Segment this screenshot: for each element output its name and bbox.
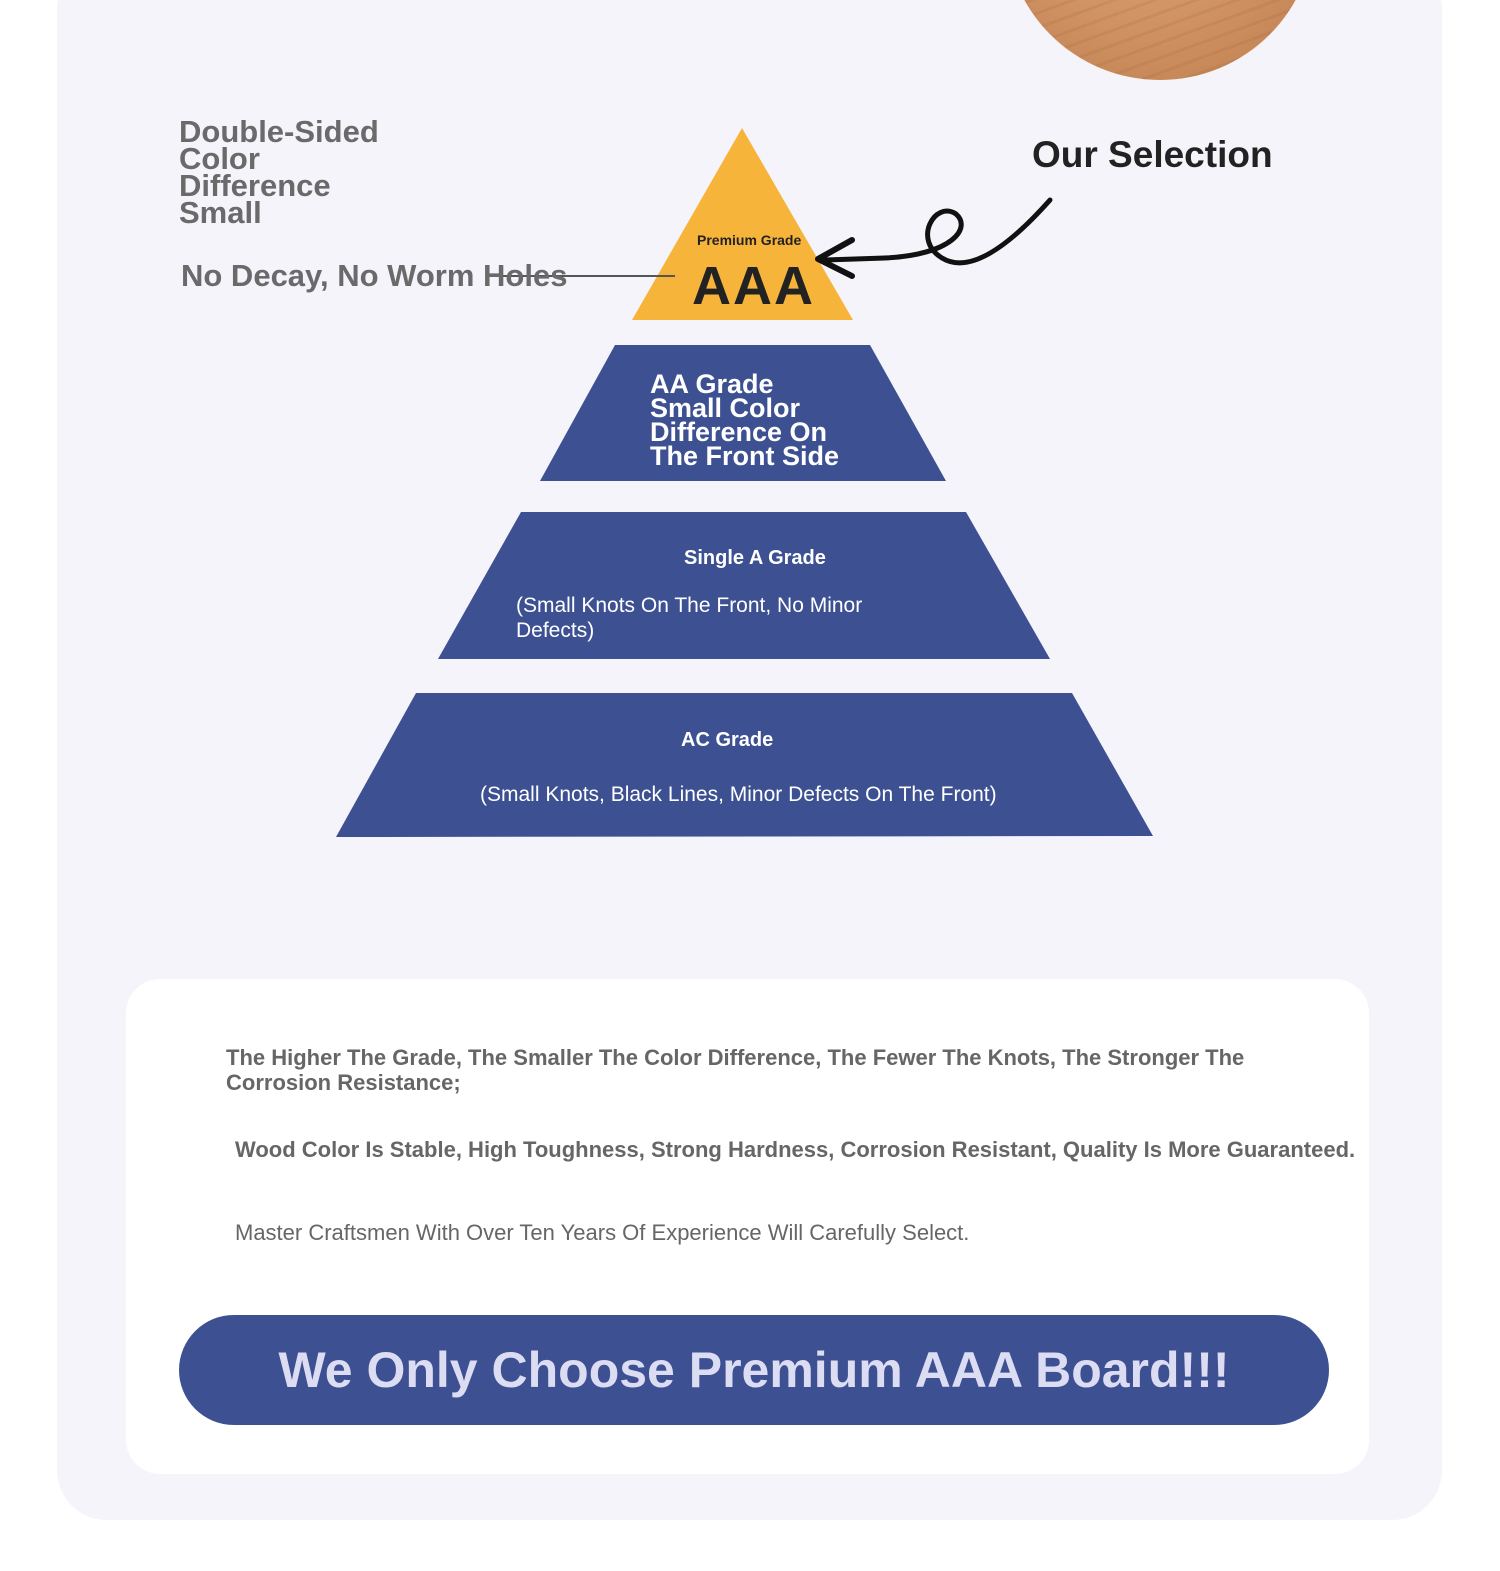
info-line-quality: Wood Color Is Stable, High Toughness, Strong Hardness, Corrosion Resistant, Quality Is More Guaranteed. [235,1137,1356,1162]
premium-board-banner: We Only Choose Premium AAA Board!!! [179,1315,1329,1425]
our-selection-label: Our Selection [1032,134,1273,175]
premium-grade-label: Premium Grade [697,232,802,248]
aa-grade-text: AA Grade Small Color Difference On The Front Side [650,369,839,471]
aaa-grade-label: AAA [692,256,815,316]
no-decay-note: No Decay, No Worm Holes [181,258,568,293]
ac-grade-title: AC Grade [681,729,774,751]
single-a-description: (Small Knots On The Front, No Minor Defects) [516,594,863,642]
double-sided-note: Double-Sided Color Difference Small [179,114,379,230]
curly-arrow [825,200,1050,263]
ac-grade-description: (Small Knots, Black Lines, Minor Defects On The Front) [480,783,997,806]
info-line-craftsmen: Master Craftsmen With Over Ten Years Of Experience Will Carefully Select. [235,1220,970,1245]
info-line-grade: The Higher The Grade, The Smaller The Color Difference, The Fewer The Knots, The Stronger The Corrosion Resistance; [226,1045,1245,1095]
single-a-title: Single A Grade [684,547,826,569]
tier-ac [336,693,1153,837]
